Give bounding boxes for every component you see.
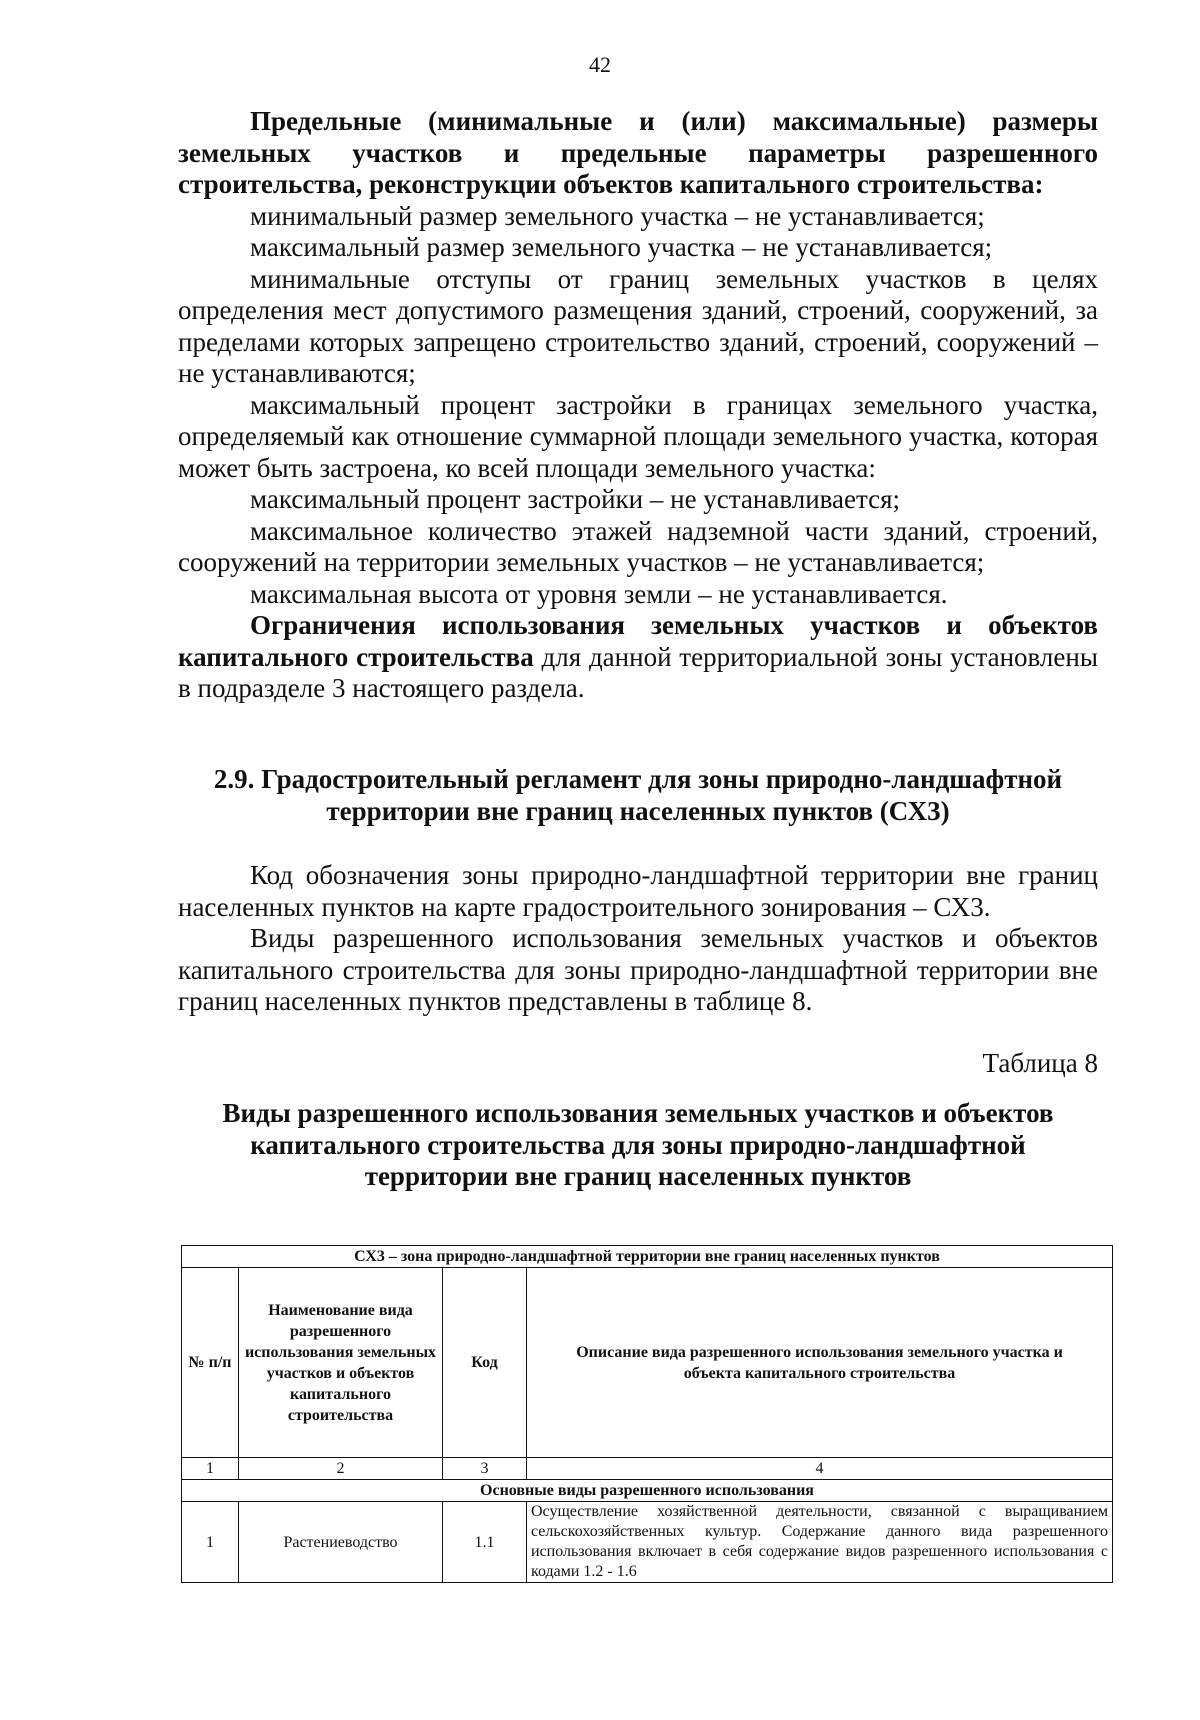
table-title: Виды разрешенного использования земельных участков и объектов капитального строительства для зоны природно-ландшафтной территории вне границ населенных пунктов [222, 1098, 1054, 1191]
max-height: максимальная высота от уровня земли – не устанавливается. [250, 578, 948, 609]
column-header-row [182, 1268, 1113, 1458]
col-num-header: № п/п [182, 1268, 239, 1458]
zone-header-row [182, 1246, 1113, 1268]
restrictions-paragraph [178, 610, 1098, 705]
min-setbacks: минимальные отступы от границ земельных участков в целях определения мест допустимого размещения зданий, строений, сооружений, за пределами которых запрещено строительство зданий, строений, сооружений – не устанавливаются; [178, 263, 1098, 388]
zone-header: СХ3 – зона природно-ландшафтной территории вне границ населенных пунктов [182, 1246, 1113, 1268]
max-coverage-definition: максимальный процент застройки в границах земельного участка, определяемый как отношение суммарной площади земельного участка, которая может быть застроена, ко всей площади земельного участка: [178, 389, 1098, 483]
col-index: 2 [239, 1458, 443, 1480]
row-name: Растениеводство [239, 1502, 443, 1583]
row-code: 1.1 [443, 1502, 527, 1583]
table-label: Таблица 8 [982, 1048, 1098, 1078]
zone-code-paragraph: Код обозначения зоны природно-ландшафтной территории вне границ населенных пунктов на карте градостроительного зонирования – СХ3. [178, 860, 1098, 922]
restrictions-bold: Ограничения использования земельных участков и объектов капитального строительства [178, 610, 1098, 672]
min-plot-size: минимальный размер земельного участка – не устанавливается; [250, 200, 985, 231]
parameters-heading: Предельные (минимальные и (или) максимальные) размеры земельных участков и предельные параметры разрешенного строительства, реконструкции объектов капитального строительства: [178, 106, 1098, 199]
section-title: 2.9. Градостроительный регламент для зоны природно-ландшафтной территории вне границ населенных пунктов (СХ3) [213, 764, 1063, 826]
col-code-header: Код [443, 1268, 527, 1458]
restrictions-rest: для данной территориальной зоны установлены в подразделе 3 настоящего раздела. [178, 641, 1098, 703]
group-row [182, 1480, 1113, 1502]
column-index-row [182, 1458, 1113, 1480]
group-main-uses: Основные виды разрешенного использования [182, 1480, 1113, 1502]
table-row [182, 1502, 1113, 1583]
row-num: 1 [182, 1502, 239, 1583]
max-floors: максимальное количество этажей надземной части зданий, строений, сооружений на территории земельных участков – не устанавливается; [178, 515, 1098, 577]
col-index: 1 [182, 1458, 239, 1480]
col-index: 4 [527, 1458, 1113, 1480]
page-number: 42 [589, 52, 611, 77]
permitted-uses-paragraph: Виды разрешенного использования земельных участков и объектов капитального строительства для зоны природно-ландшафтной территории вне границ населенных пунктов представлены в таблице 8. [178, 923, 1098, 1016]
parameters-block [178, 106, 1098, 705]
permitted-uses-table [181, 1245, 1113, 1583]
max-plot-size: максимальный размер земельного участка – не устанавливается; [250, 232, 993, 262]
col-index: 3 [443, 1458, 527, 1480]
col-desc-header: Описание вида разрешенного использования земельного участка и объекта капитального строительства [527, 1268, 1113, 1458]
section-intro [178, 860, 1098, 1018]
row-description: Осуществление хозяйственной деятельности, связанной с выращиванием сельскохозяйственных культур. Содержание данного вида разрешенного использования включает в себя содержание видов разрешенного использования с кодами 1.2 - 1.6 [527, 1502, 1113, 1583]
max-coverage: максимальный процент застройки – не устанавливается; [250, 484, 901, 514]
col-name-header: Наименование вида разрешенного использования земельных участков и объектов капитального строительства [239, 1268, 443, 1458]
